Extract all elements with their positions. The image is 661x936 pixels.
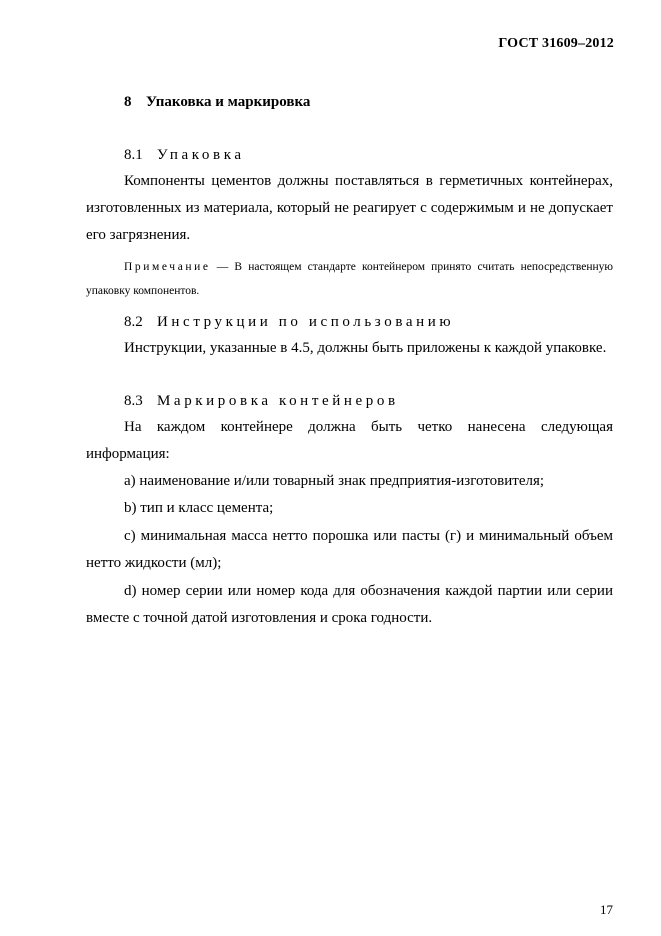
subsection-number: 8.2 (124, 314, 143, 330)
section-number: 8 (124, 94, 132, 110)
note-paragraph (86, 255, 613, 303)
list-item: d) номер серии или номер кода для обозначения каждой партии или серии вместе с точной датой изготовления и срока годности. (86, 583, 613, 626)
subsection-heading-8-2 (124, 314, 454, 331)
section-title-text: Упаковка и маркировка (146, 94, 311, 110)
subsection-title: Маркировка контейнеров (157, 393, 399, 409)
section-heading (124, 94, 310, 111)
subsection-title: Упаковка (157, 147, 245, 163)
paragraph-instructions: Инструкции, указанные в 4.5, должны быть приложены к каждой упаковке. (124, 340, 607, 356)
list-item: c) минимальная масса нетто порошка или пасты (г) и минимальный объем нетто жидкости (мл); (86, 528, 613, 571)
list-item: a) наименование и/или товарный знак предприятия-изготовителя; (124, 473, 545, 489)
subsection-number: 8.1 (124, 147, 143, 163)
subsection-heading-8-3 (124, 393, 399, 410)
subsection-number: 8.3 (124, 393, 143, 409)
note-dash: — (210, 261, 235, 273)
list-item: b) тип и класс цемента; (124, 500, 274, 516)
document-code-header: ГОСТ 31609–2012 (498, 36, 614, 51)
subsection-title: Инструкции по использованию (157, 314, 455, 330)
paragraph-marking: На каждом контейнере должна быть четко нанесена следующая информация: (86, 419, 613, 462)
subsection-heading-8-1 (124, 147, 245, 164)
page-number: 17 (600, 902, 613, 917)
note-text: В настоящем стандарте контейнером принято считать непосредственную упаковку компонентов. (86, 261, 613, 297)
paragraph-packaging: Компоненты цементов должны поставляться в герметичных контейнерах, изготовленных из материала, который не реагирует с содержимым и не допускает его загрязнения. (86, 173, 613, 243)
note-label: Примечание (124, 261, 211, 273)
